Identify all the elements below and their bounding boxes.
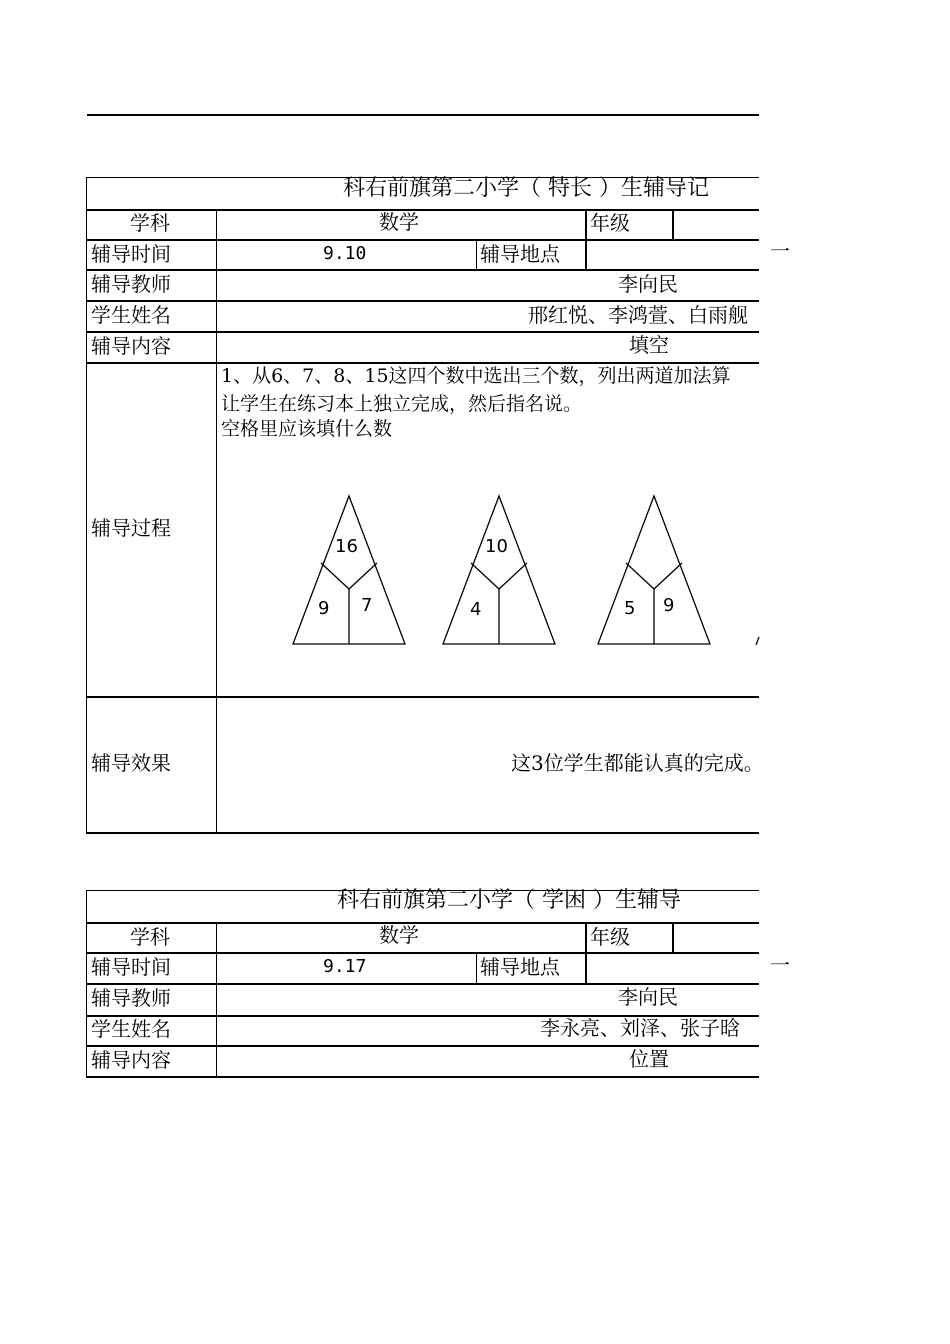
effect-label: 辅导效果 (91, 751, 171, 775)
t2-left-number: 4 (470, 599, 482, 620)
place-label: 辅导地点 (480, 955, 560, 979)
process-line-1: 1、从6、7、8、15这四个数中选出三个数，列出两道加法算 (221, 365, 731, 387)
process-line-2: 让学生在练习本上独立完成，然后指名说。 (221, 393, 583, 415)
t1-left-number: 9 (318, 598, 330, 619)
table-title: 科右前旗第二小学（ 特长 ）生辅导记 (343, 176, 709, 201)
t2-top-number: 10 (485, 536, 508, 557)
effect-value: 这3位学生都能认真的完成。 (511, 751, 764, 775)
time-value: 9.17 (323, 956, 367, 977)
t1-right-number: 7 (361, 595, 373, 616)
table-title: 科右前旗第二小学（ 学困 ）生辅导 (337, 888, 681, 913)
content-value: 位置 (629, 1047, 669, 1071)
subject-value: 数学 (379, 210, 419, 234)
teacher-value: 李向民 (618, 272, 678, 296)
teacher-label: 辅导教师 (91, 986, 171, 1010)
t3-left-number: 5 (624, 598, 636, 619)
subject-label: 学科 (130, 925, 170, 949)
content-label: 辅导内容 (91, 334, 171, 358)
t1-top-number: 16 (335, 536, 358, 557)
time-label: 辅导时间 (91, 955, 171, 979)
teacher-label: 辅导教师 (91, 272, 171, 296)
students-label: 学生姓名 (91, 303, 171, 327)
students-label: 学生姓名 (91, 1017, 171, 1041)
subject-value: 数学 (379, 923, 419, 947)
grade-label: 年级 (590, 211, 630, 235)
content-value: 填空 (629, 333, 669, 357)
students-value: 邢红悦、李鸿萱、白雨舰 (528, 303, 748, 327)
time-label: 辅导时间 (91, 242, 171, 266)
process-line-3: 空格里应该填什么数 (221, 418, 393, 440)
grade-label: 年级 (590, 925, 630, 949)
content-label: 辅导内容 (91, 1048, 171, 1072)
grade-value: 一 (770, 239, 790, 263)
place-label: 辅导地点 (480, 242, 560, 266)
process-label: 辅导过程 (91, 516, 171, 540)
t3-right-number: 9 (663, 595, 675, 616)
teacher-value: 李向民 (618, 985, 678, 1009)
students-value: 李永亮、刘泽、张子晗 (540, 1016, 740, 1040)
subject-label: 学科 (130, 211, 170, 235)
time-value: 9.10 (323, 243, 367, 264)
grade-value: 一 (770, 953, 790, 977)
